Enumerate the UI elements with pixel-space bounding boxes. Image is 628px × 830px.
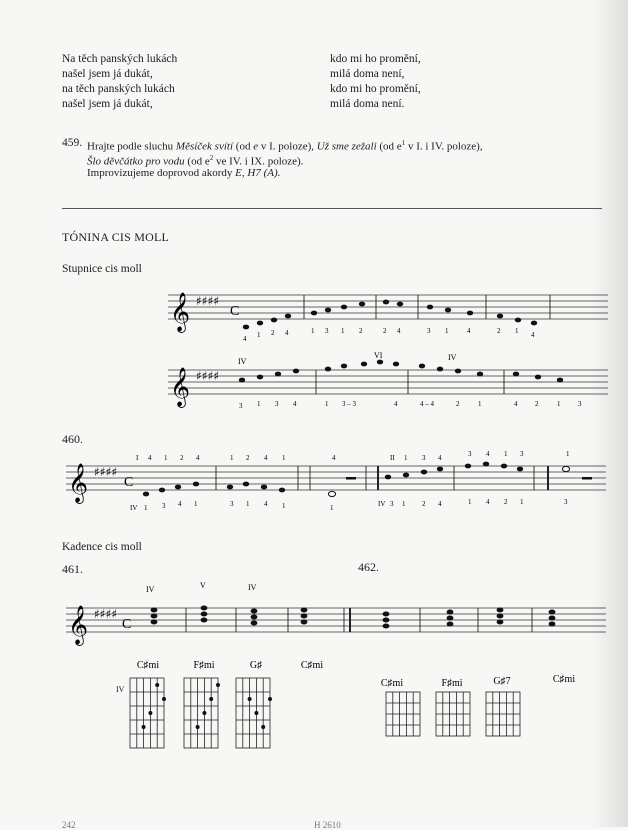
fingering-digit: 1 xyxy=(257,400,261,408)
poem-line: kdo mi ho promění, xyxy=(330,53,421,65)
section-divider xyxy=(62,208,602,209)
exercise-460-staff xyxy=(66,448,606,518)
fingering-digit: 3 xyxy=(422,454,426,462)
fingering-digit: 3 xyxy=(390,500,394,508)
text: Hrajte podle sluchu xyxy=(87,140,174,153)
fingering-digit: 1 xyxy=(468,498,472,506)
fingering-digit: 1 xyxy=(478,400,482,408)
grid-diagram-1 xyxy=(386,692,420,736)
fingering-digit: 2 xyxy=(504,498,508,506)
fingering-digit: 4 xyxy=(264,500,268,508)
fingering-digit: 4 xyxy=(486,450,490,458)
fingering-digit: 1 xyxy=(404,454,408,462)
position-marker: IV xyxy=(248,583,257,592)
text: (od xyxy=(235,140,251,153)
fingering-digit: 4 xyxy=(394,400,398,408)
exercise-459-line-2: Šlo děvčátko pro vodu (od $e^2$ ve IV. i IX. poloze). xyxy=(87,154,304,168)
scale-heading: Stupnice cis moll xyxy=(62,263,142,275)
grid-diagram-3 xyxy=(486,692,520,736)
chord-symbol: F♯mi xyxy=(193,660,215,671)
position-marker: IV xyxy=(448,353,457,362)
chord-symbol: C♯mi xyxy=(300,660,324,671)
fingering-digit: 1 xyxy=(341,327,345,335)
chord-symbol: G♯ xyxy=(249,660,263,671)
scale-staff-1 xyxy=(168,285,608,345)
fingering-digit: 3 xyxy=(520,450,524,458)
fingering-digit: 3 xyxy=(325,327,329,335)
fingering-digit: 1 xyxy=(402,500,406,508)
fingering-digit: 1 xyxy=(194,500,198,508)
exercise-number: 459. xyxy=(62,137,83,149)
svg-text:♯♯♯♯: ♯♯♯♯ xyxy=(196,369,220,383)
fingering-digit: 1 xyxy=(330,504,334,512)
fingering-digit: 1 xyxy=(164,454,168,462)
position-marker: IV xyxy=(130,504,138,512)
poem-line: kdo mi ho promění, xyxy=(330,83,421,95)
fingering-digit: 1 xyxy=(230,454,234,462)
fingering-digit: 4 xyxy=(467,327,471,335)
fingering-digit: 4 xyxy=(486,498,490,506)
section-title: TÓNINA CIS MOLL xyxy=(62,230,169,244)
song-title: Už sme zežali xyxy=(316,140,377,153)
fingering-digit: 4 xyxy=(514,400,518,408)
poem-line: milá doma není. xyxy=(330,98,405,110)
fingering-digit: 1 xyxy=(282,502,286,510)
page-edge-shadow xyxy=(590,0,628,827)
fingering-digit: 4 xyxy=(531,331,535,339)
position-marker: IV xyxy=(378,500,386,508)
fingering-digit: 1 xyxy=(504,450,508,458)
svg-text:C: C xyxy=(124,475,134,490)
fingering-digit: 1 xyxy=(566,450,570,458)
poem-line: Na těch panských lukách xyxy=(62,53,178,65)
scale-staff-2 xyxy=(168,350,608,410)
position-marker: VI xyxy=(374,351,383,360)
fingering-digit: 3 xyxy=(239,402,243,410)
fingering-digit: 2 xyxy=(271,329,275,337)
fingering-digit: 1 xyxy=(311,327,315,335)
cadence-staff xyxy=(66,578,606,693)
fingering-digit: 1 xyxy=(246,500,250,508)
svg-text:𝄞: 𝄞 xyxy=(68,463,89,503)
fingering-digit: 1 xyxy=(144,504,148,512)
svg-text:𝄞: 𝄞 xyxy=(170,367,191,407)
fingering-digit: 2 xyxy=(246,454,250,462)
fingering-digit: 4 xyxy=(397,327,401,335)
position-marker: I xyxy=(136,454,139,462)
chord-symbol: F♯mi xyxy=(441,678,463,689)
song-title: Šlo děvčátko pro vodu xyxy=(87,155,185,168)
cadence-heading: Kadence cis moll xyxy=(62,541,142,553)
fingering-digit: 4 xyxy=(293,400,297,408)
exercise-459-line-1: Hrajte podle sluchu Měsíček svítí (od e v I. poloze), Už sme zežali (od $e^1$ v I. i IV. poloze), xyxy=(87,139,483,153)
exercise-459-line-3 xyxy=(87,166,280,181)
text: (od e xyxy=(379,140,402,153)
text: v I. i IV. poloze), xyxy=(407,140,483,153)
chord-names: E, H7 (A). xyxy=(235,167,281,179)
chord-symbol: G♯7 xyxy=(493,676,511,687)
fingering-digit: 1 xyxy=(515,327,519,335)
fingering-digit: 4 xyxy=(178,500,182,508)
fingering-digit: 4 xyxy=(332,454,336,462)
note-name: e xyxy=(253,140,259,153)
fingering-digit: 2 xyxy=(422,500,426,508)
poem-line: našel jsem já dukát, xyxy=(62,98,153,110)
text: v I. poloze), xyxy=(260,140,314,153)
fingering-digit: 4 xyxy=(285,329,289,337)
fingering-digit: 3 – 3 xyxy=(342,400,356,408)
position-marker: IV xyxy=(146,585,155,594)
svg-text:C: C xyxy=(230,304,240,319)
fingering-digit: 4 – 4 xyxy=(420,400,434,408)
fingering-digit: 4 xyxy=(438,500,442,508)
chord-symbol: C♯mi xyxy=(380,678,404,689)
poem-line: milá doma není, xyxy=(330,68,405,80)
fingering-digit: 4 xyxy=(196,454,200,462)
fingering-digit: 4 xyxy=(243,335,247,343)
text: Improvizujeme doprovod akordy xyxy=(87,167,233,179)
page-number: 242 xyxy=(62,820,76,830)
svg-text:♯♯♯♯: ♯♯♯♯ xyxy=(94,607,118,621)
exercise-number: 460. xyxy=(62,432,83,446)
diagram-position-label: IV xyxy=(116,685,125,694)
song-title: Měsíček svítí xyxy=(175,140,234,153)
position-marker: V xyxy=(200,581,206,590)
exercise-number: 461. xyxy=(62,562,83,576)
fingering-digit: 3 xyxy=(564,498,568,506)
fingering-digit: 3 xyxy=(275,400,279,408)
svg-text:𝄞: 𝄞 xyxy=(68,605,89,645)
fingering-digit: 3 xyxy=(578,400,582,408)
svg-text:♯♯♯♯: ♯♯♯♯ xyxy=(94,465,118,479)
fingering-digit: 1 xyxy=(257,331,261,339)
fingering-digit: 1 xyxy=(557,400,561,408)
fingering-digit: 2 xyxy=(383,327,387,335)
text: (od e xyxy=(187,155,210,168)
fingering-digit: 3 xyxy=(427,327,431,335)
poem-line: našel jsem já dukát, xyxy=(62,68,153,80)
position-marker: IV xyxy=(238,357,247,366)
fingering-digit: 2 xyxy=(359,327,363,335)
chord-diagrams-461 xyxy=(130,678,290,758)
text: ve IV. i IX. poloze). xyxy=(215,155,304,168)
fingering-digit: 1 xyxy=(445,327,449,335)
fingering-digit: 3 xyxy=(230,500,234,508)
exercise-number: 462. xyxy=(358,560,379,574)
fingering-digit: 3 xyxy=(468,450,472,458)
chord-diagram-csharp-minor xyxy=(130,678,164,748)
chord-diagram-gsharp xyxy=(236,678,270,748)
fingering-digit: 4 xyxy=(264,454,268,462)
fingering-digit: 2 xyxy=(535,400,539,408)
fingering-digit: 3 xyxy=(162,502,166,510)
fingering-digit: 2 xyxy=(456,400,460,408)
svg-text:𝄞: 𝄞 xyxy=(170,292,191,332)
fingering-digit: 2 xyxy=(180,454,184,462)
fingering-digit: 4 xyxy=(438,454,442,462)
chord-symbol: C♯mi xyxy=(136,660,160,671)
position-marker: II xyxy=(390,454,395,462)
fingering-digit: 1 xyxy=(282,454,286,462)
svg-text:♯♯♯♯: ♯♯♯♯ xyxy=(196,294,220,308)
chord-symbol: C♯mi xyxy=(552,674,576,685)
grid-diagram-2 xyxy=(436,692,470,736)
catalog-code: H 2610 xyxy=(314,820,341,830)
chord-diagrams-462 xyxy=(386,692,556,742)
fingering-digit: 1 xyxy=(520,498,524,506)
poem-line: na těch panských lukách xyxy=(62,83,175,95)
fingering-digit: 2 xyxy=(497,327,501,335)
svg-text:C: C xyxy=(122,617,132,632)
chord-diagram-fsharp-minor xyxy=(184,678,218,748)
fingering-digit: 4 xyxy=(148,454,152,462)
fingering-digit: 1 xyxy=(325,400,329,408)
